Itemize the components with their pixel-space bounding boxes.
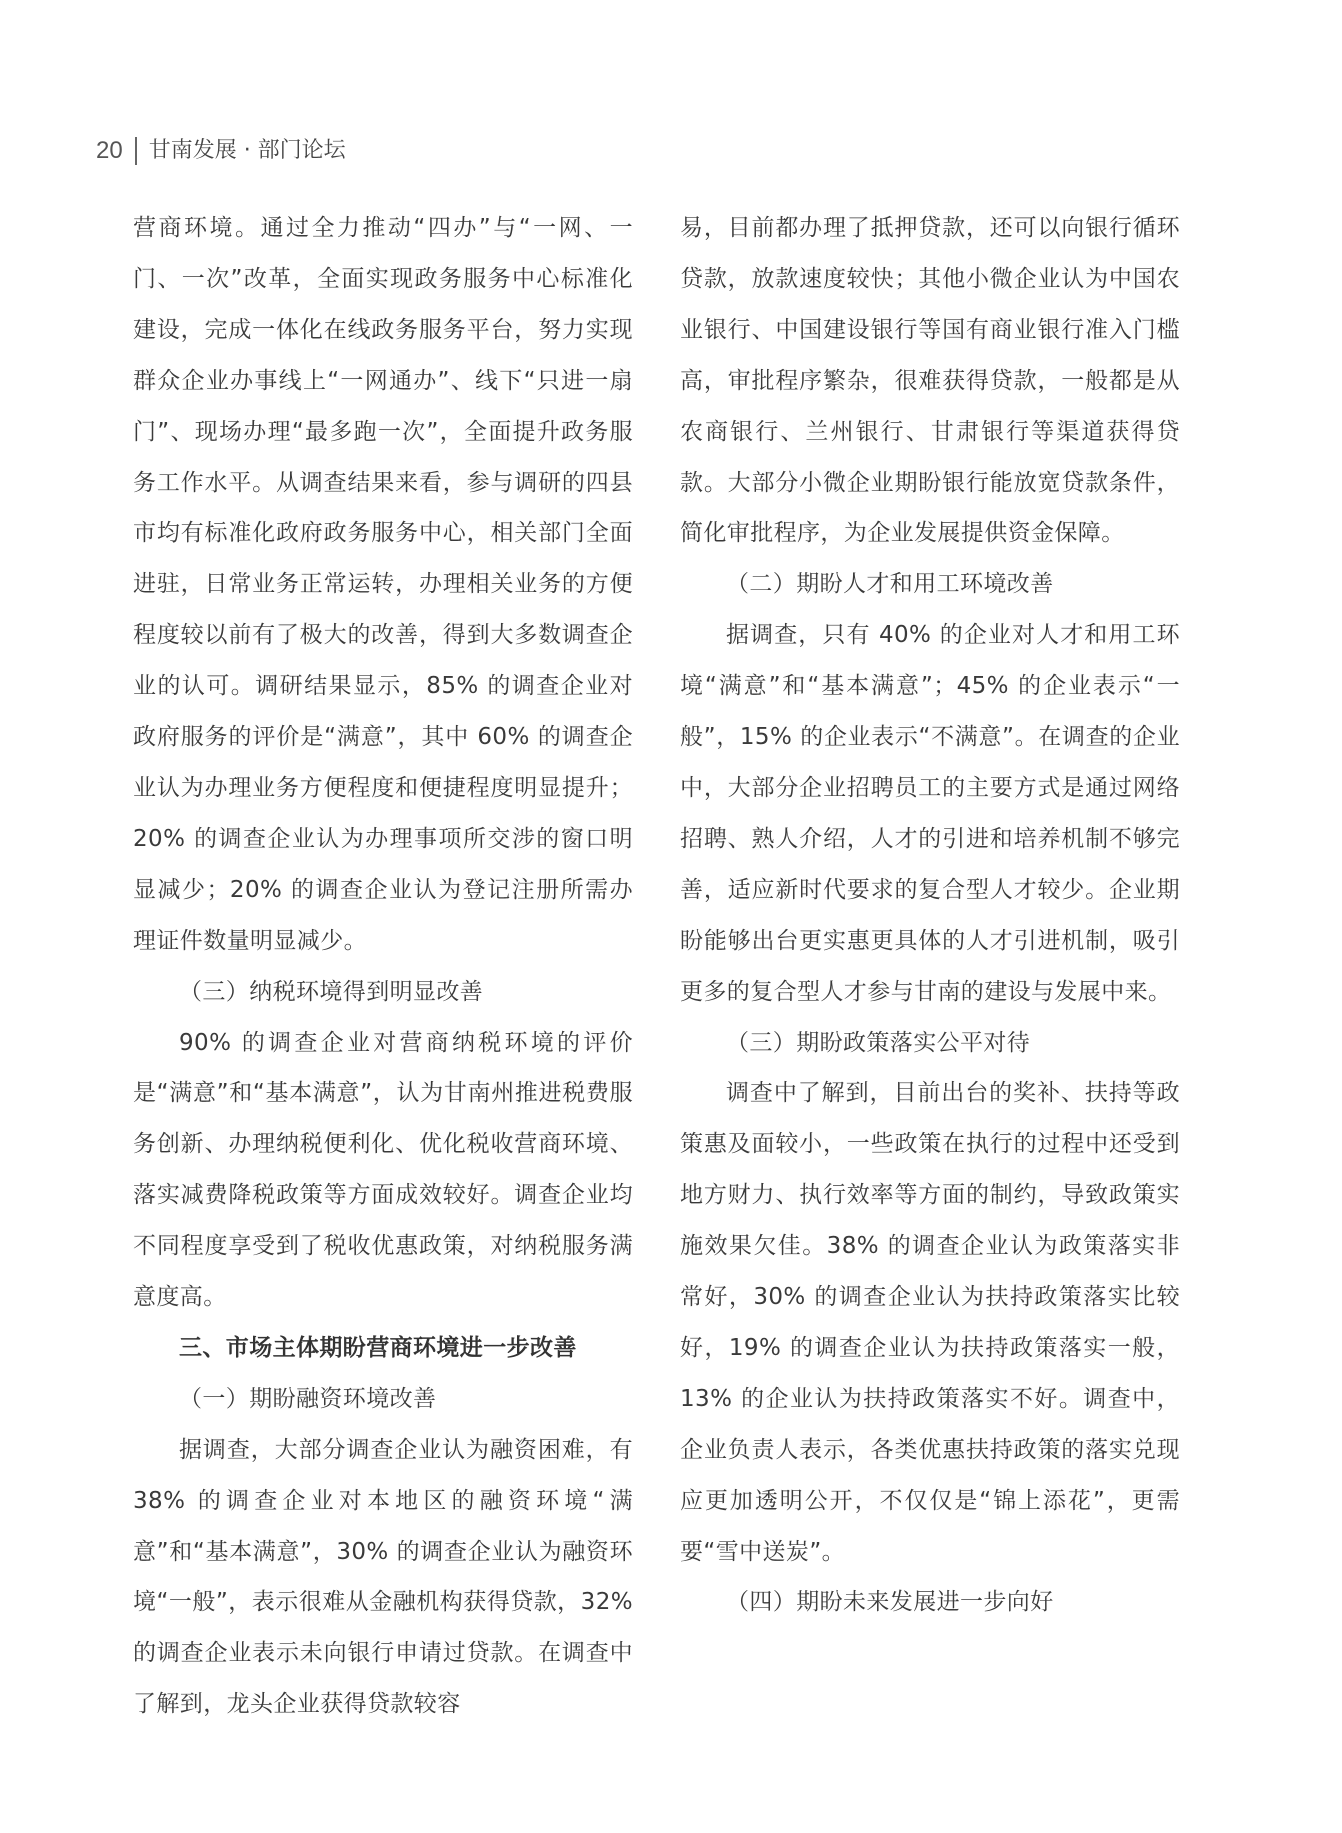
subsection-heading: （四）期盼未来发展进一步向好 bbox=[726, 1589, 1054, 1616]
body-paragraph: 调查中了解到，目前出台的奖补、扶持等政策惠及面较小，一些政策在执行的过程中还受到地方财力、执行效率等方面的制约，导致政策实施效果欠佳。38% 的调查企业认为政策落实非常好，30% 的调查企业认为扶持政策落实比较好，19% 的调查企业认为扶持政策落实一般，13% 的企业认为扶持政策落实不好。调查中，企业负责人表示，各类优惠扶持政策的落实兑现应更加透明公开，不仅仅是“锦上添花”，更需要“雪中送炭”。 bbox=[680, 1080, 1180, 1565]
page-number: 20 bbox=[96, 137, 123, 164]
subsection-heading: （三）期盼政策落实公平对待 bbox=[726, 1029, 1031, 1056]
section-heading: 三、市场主体期盼营商环境进一步改善 bbox=[179, 1334, 577, 1361]
running-header bbox=[96, 136, 346, 166]
body-paragraph: 易，目前都办理了抵押贷款，还可以向银行循环贷款，放款速度较快；其他小微企业认为中国农业银行、中国建设银行等国有商业银行准入门槛高，审批程序繁杂，很难获得贷款，一般都是从农商银行、兰州银行、甘肃银行等渠道获得贷款。大部分小微企业期盼银行能放宽贷款条件，简化审批程序，为企业发展提供资金保障。 bbox=[680, 215, 1180, 547]
body-paragraph: 营商环境。通过全力推动“四办”与“一网、一门、一次”改革，全面实现政务服务中心标准化建设，完成一体化在线政务服务平台，努力实现群众企业办事线上“一网通办”、线下“只进一扇门”、现场办理“最多跑一次”，全面提升政务服务工作水平。从调查结果来看，参与调研的四县市均有标准化政府政务服务中心，相关部门全面进驻，日常业务正常运转，办理相关业务的方便程度较以前有了极大的改善，得到大多数调查企业的认可。调研结果显示，85% 的调查企业对政府服务的评价是“满意”，其中 60% 的调查企业认为办理业务方便程度和便捷程度明显提升；20% 的调查企业认为办理事项所交涉的窗口明显减少；20% 的调查企业认为登记注册所需办理证件数量明显减少。 bbox=[133, 215, 633, 954]
body-paragraph: 据调查，只有 40% 的企业对人才和用工环境“满意”和“基本满意”；45% 的企业表示“一般”，15% 的企业表示“不满意”。在调查的企业中，大部分企业招聘员工的主要方式是通过网络招聘、熟人介绍，人才的引进和培养机制不够完善，适应新时代要求的复合型人才较少。企业期盼能够出台更实惠更具体的人才引进机制，吸引更多的复合型人才参与甘南的建设与发展中来。 bbox=[680, 622, 1180, 1005]
subsection-heading: （三）纳税环境得到明显改善 bbox=[179, 978, 484, 1005]
header-title: 甘南发展 · 部门论坛 bbox=[148, 138, 346, 163]
body-paragraph: 90% 的调查企业对营商纳税环境的评价是“满意”和“基本满意”，认为甘南州推进税费服务创新、办理纳税便利化、优化税收营商环境、落实减费降税政策等方面成效较好。调查企业均不同程度享受到了税收优惠政策，对纳税服务满意度高。 bbox=[133, 1029, 633, 1311]
header-divider bbox=[135, 137, 137, 165]
left-column bbox=[133, 203, 633, 1730]
body-paragraph: 据调查，大部分调查企业认为融资困难，有 38% 的调查企业对本地区的融资环境“满意”和“基本满意”，30% 的调查企业认为融资环境“一般”，表示很难从金融机构获得贷款，32% 的调查企业表示未向银行申请过贷款。在调查中了解到，龙头企业获得贷款较容 bbox=[133, 1436, 633, 1718]
subsection-heading: （一）期盼融资环境改善 bbox=[179, 1385, 437, 1412]
right-column bbox=[680, 203, 1180, 1628]
subsection-heading: （二）期盼人才和用工环境改善 bbox=[726, 571, 1054, 598]
